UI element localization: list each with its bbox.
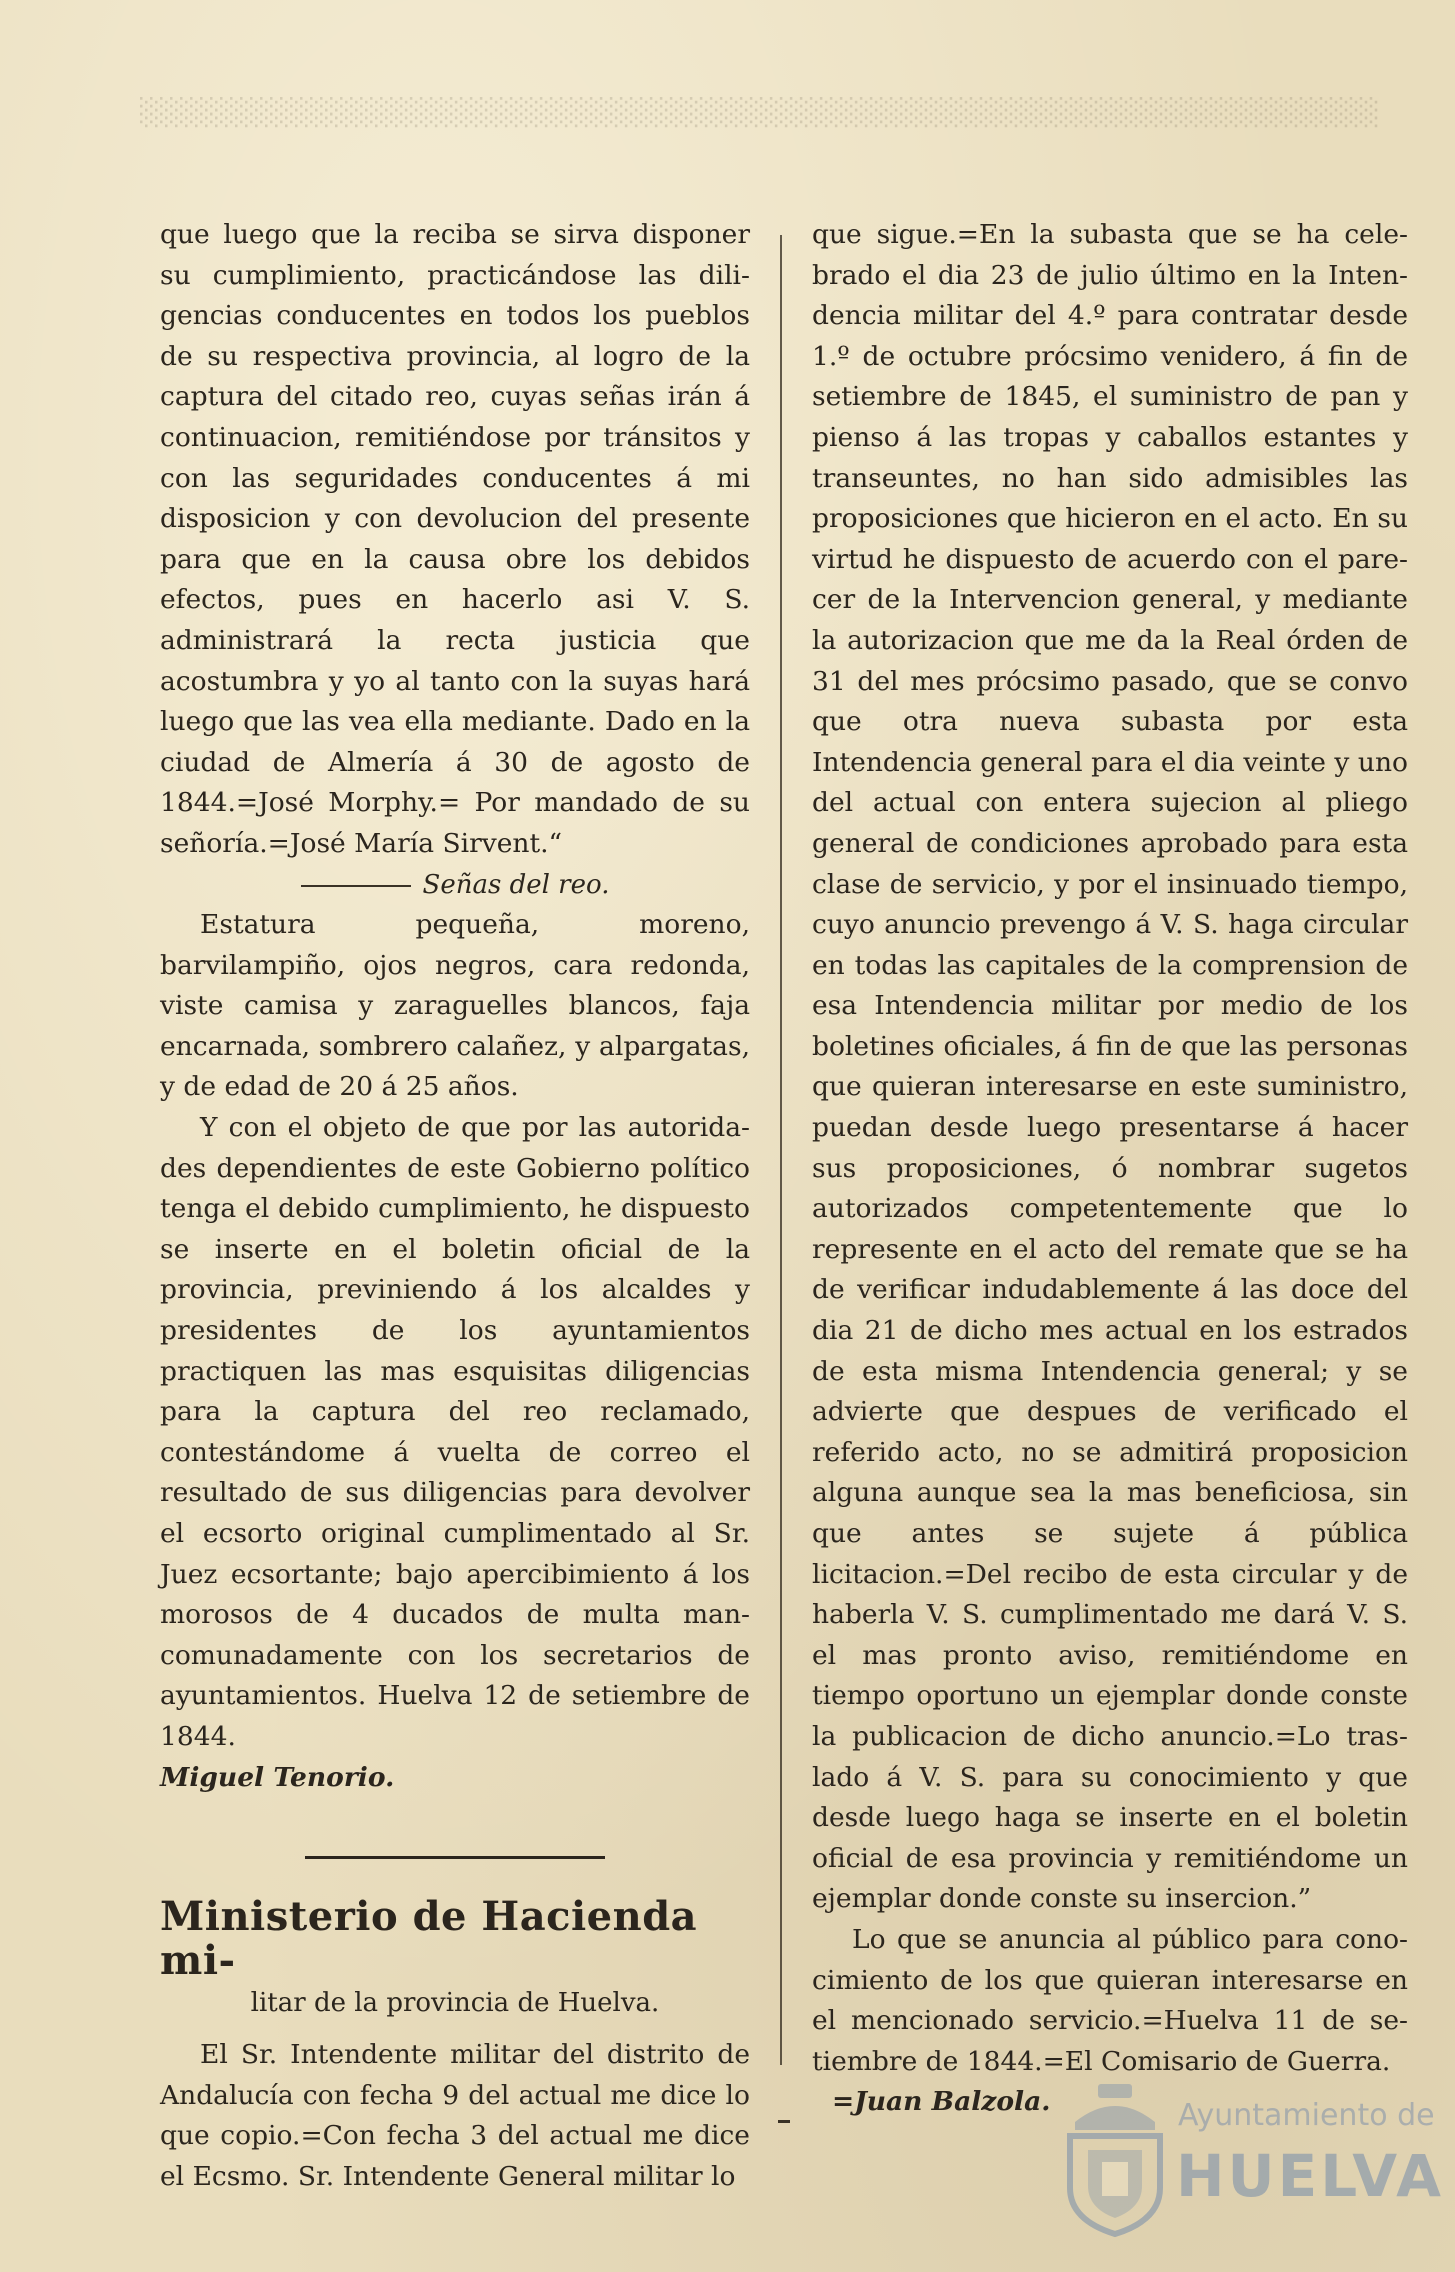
paragraph-senas: Estatura pequeña, moreno, barvilampiño, ojos negros, cara redonda, viste camisa y zaraguelles blancos, faja encarnada, sombrero calañez, y alpargatas, y de edad de 20 á 25 años. [160, 909, 750, 1103]
right-column [812, 215, 1408, 2123]
section-separator [305, 1856, 605, 1859]
watermark-line2: HUELVA [1176, 2142, 1445, 2210]
watermark-line1: Ayuntamiento de [1178, 2098, 1435, 2133]
senas-heading [160, 865, 750, 906]
signature-balzola: =Juan Balzola. [832, 2086, 1051, 2118]
heading-dash [301, 885, 411, 887]
paragraph-anuncio: Lo que se anuncia al público para conocimiento de los que quieran interesarse en el mencionado servicio.=Huelva 11 de setiembre de 1844.=El Comisario de Guerra. [812, 1923, 1408, 2077]
paragraph-intendente: El Sr. Intendente militar del distrito de Andalucía con fecha 9 del actual me dice lo que copio.=Con fecha 3 del actual me dice el Ecsmo. Sr. Intendente General militar lo [160, 2039, 750, 2192]
ministry-subtitle: litar de la provincia de Huelva. [250, 1988, 660, 2019]
ministry-title: Ministerio de Hacienda mi- [160, 1893, 698, 1985]
printer-mark [778, 2120, 790, 2123]
signature-tenorio: Miguel Tenorio. [160, 1761, 395, 1793]
coat-of-arms-icon [1040, 2070, 1190, 2240]
paragraph-opening: que luego que la reciba se sirva disponer su cumplimiento, practicándose las diligencias conducentes en todos los pueblos de su respectiva provincia, al logro de la captura del citado reo, cuyas señas irán á continuacion, remitiéndose por tránsitos y con las seguridades conducentes á mi disposicion y con devolucion del presente para que en la causa obre los debidos efectos, pues en hacerlo asi V. S. administrará la recta justicia que acostumbra y yo al tanto con la suyas hará luego que las vea ella mediante. Dado en la ciudad de Almería á 30 de agosto de 1844.=José Morphy.= Por mandado de su señoría.=José María Sirvent.“ [160, 219, 750, 859]
archive-watermark [1040, 2060, 1445, 2240]
column-divider [780, 235, 782, 2065]
paragraph-subasta: que sigue.=En la subasta que se ha celebrado el dia 23 de julio último en la Intendencia militar del 4.º para contratar desde 1.º de octubre prócsimo venidero, á fin de setiembre de 1845, el suministro de pan y pienso á las tropas y caballos estantes y transeuntes, no han sido admisibles las proposiciones que hicieron en el acto. En su virtud he dispuesto de acuerdo con el parecer de la Intervencion general, y mediante la autorizacion que me da la Real órden de 31 del mes prócsimo pasado, que se convo que otra nueva subasta por esta Intendencia general para el dia veinte y uno del actual con entera sujecion al pliego general de condiciones aprobado para esta clase de servicio, y por el insinuado tiempo, cuyo anuncio prevengo á V. S. haga circular en todas las capitales de la comprension de esa Intendencia militar por medio de los boletines oficiales, á fin de que las personas que quieran interesarse en este suministro, puedan desde luego presentarse á hacer sus proposiciones, ó nombrar sugetos autorizados competentemente que lo represente en el acto del remate que se ha de verificar indudablemente á las doce del dia 21 de dicho mes actual en los estrados de esta misma Intendencia general; y se advierte que despues de verificado el referido acto, no se admitirá proposicion alguna aunque sea la mas beneficiosa, sin que antes se sujete á pública licitacion.=Del recibo de esta circular y de haberla V. S. cumplimentado me dará V. S. el mas pronto aviso, remitiéndome en tiempo oportuno un ejemplar donde conste la publicacion de dicho anuncio.=Lo traslado á V. S. para su conocimiento y que desde luego haga se inserte en el boletin oficial de esa provincia y remitiéndome un ejemplar donde conste su insercion.” [812, 219, 1408, 1915]
bleed-through-text: ░░░░░░░░░░░░░░░░░░░░░░░░░░░░░░░░░░░░░░░░░░░░░░░░░░░░░░░░░░░░░░ [140, 98, 1380, 128]
left-column [160, 215, 750, 2198]
paragraph-objeto: Y con el objeto de que por las autoridades dependientes de este Gobierno político tenga el debido cumplimiento, he dispuesto se inserte en el boletin oficial de la provincia, previniendo á los alcaldes y presidentes de los ayuntamientos practiquen las mas esquisitas diligencias para la captura del reo reclamado, contestándome á vuelta de correo el resultado de sus diligencias para devolver el ecsorto original cumplimentado al Sr. Juez ecsortante; bajo apercibimiento á los morosos de 4 ducados de multa mancomunadamente con los secretarios de ayuntamientos. Huelva 12 de setiembre de 1844. [160, 1112, 750, 1752]
senas-heading-text: Señas del reo. [422, 869, 610, 900]
